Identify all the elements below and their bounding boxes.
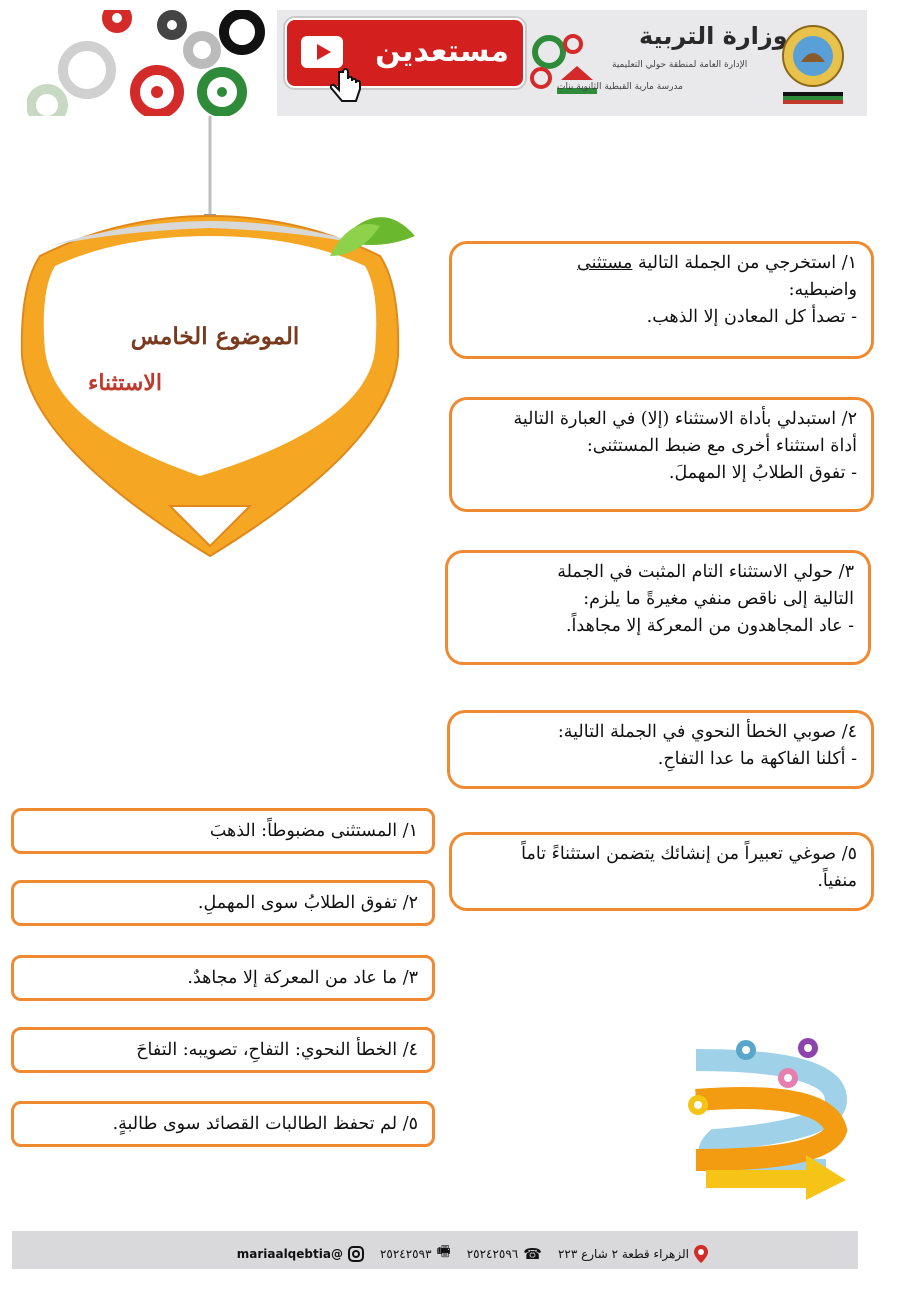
question-text: ٥/ صوغي تعبيراً من إنشائك يتضمن استثناءً تاماً — [521, 844, 857, 864]
page-footer — [12, 1231, 858, 1269]
contact-info — [237, 1241, 708, 1266]
question-box — [449, 241, 874, 359]
answer-box — [11, 955, 435, 1001]
play-icon — [301, 36, 343, 68]
question-text: ٣/ حولي الاستثناء التام المثبت في الجملة — [557, 562, 854, 582]
question-text: ١/ استخرجي من الجملة التالية — [638, 253, 857, 273]
ministry-title: وزارة التربية — [639, 22, 788, 50]
question-sentence: - تصدأ كل المعادن إلا الذهب. — [646, 307, 857, 327]
school-name: مدرسة مارية القبطية الثانوية بنات — [557, 82, 683, 92]
pointer-hand-icon — [327, 68, 367, 108]
footer-phone: ☎ ٢٥٢٤٢٥٩٦ — [466, 1244, 542, 1263]
fax-icon: 🖷 — [436, 1242, 451, 1260]
footer-address: الزهراء قطعة ٢ شارع ٢٢٣ — [558, 1245, 708, 1263]
question-box — [445, 550, 871, 665]
answer-text: ١/ المستثنى مضبوطاً: الذهبَ — [209, 821, 418, 841]
question-sentence: - عاد المجاهدون من المعركة إلا مجاهداً. — [565, 616, 854, 636]
question-keyword: مستثنى — [577, 253, 633, 273]
footer-fax: 🖷 ٢٥٢٤٢٥٩٣ — [380, 1241, 451, 1266]
phone-icon: ☎ — [523, 1244, 542, 1263]
road-pins-illustration — [676, 1020, 856, 1200]
question-box — [449, 832, 874, 911]
ready-label: مستعدين — [375, 34, 509, 69]
question-box — [447, 710, 874, 789]
answer-text: ٢/ تفوق الطلابُ سوى المهملِ. — [197, 893, 418, 913]
location-pin-icon — [694, 1245, 708, 1263]
question-text: منفياً. — [817, 871, 857, 891]
answer-box — [11, 808, 435, 854]
question-sentence: - تفوق الطلابُ إلا المهملَ. — [668, 463, 857, 483]
instagram-icon — [348, 1246, 364, 1262]
kuwait-emblem-icon — [779, 18, 847, 108]
answer-text: ٣/ ما عاد من المعركة إلا مجاهدٌ. — [187, 968, 418, 988]
question-text: أداة استثناء أخرى مع ضبط المستثنى: — [586, 436, 857, 456]
answer-text: ٥/ لم تحفظ الطالبات القصائد سوى طالبةٍ. — [112, 1114, 418, 1134]
question-box — [449, 397, 874, 512]
page-header — [27, 10, 867, 116]
answer-box — [11, 1101, 435, 1147]
footer-instagram[interactable]: @mariaalqebtia — [237, 1246, 364, 1262]
question-text: ٤/ صوبي الخطأ النحوي في الجملة التالية: — [557, 722, 857, 742]
department-name: الإدارة العامة لمنطقة حولي التعليمية — [612, 60, 748, 70]
gears-banner — [27, 10, 277, 116]
answer-text: ٤/ الخطأ النحوي: التفاحِ، تصويبه: التفاحَ — [136, 1040, 418, 1060]
question-text: ٢/ استبدلي بأداة الاستثناء (إلا) في العبارة التالية — [513, 409, 857, 429]
topic-subtitle: الاستثناء — [87, 370, 163, 396]
question-sentence: - أكلنا الفاكهة ما عدا التفاحِ. — [657, 749, 857, 769]
question-text: واضبطيه: — [788, 280, 857, 300]
question-text: التالية إلى ناقص منفي مغيرةً ما يلزم: — [583, 589, 854, 609]
answer-box — [11, 880, 435, 926]
answer-box — [11, 1027, 435, 1073]
topic-title: الموضوع الخامس — [130, 323, 300, 350]
ready-video-button[interactable] — [285, 18, 525, 88]
